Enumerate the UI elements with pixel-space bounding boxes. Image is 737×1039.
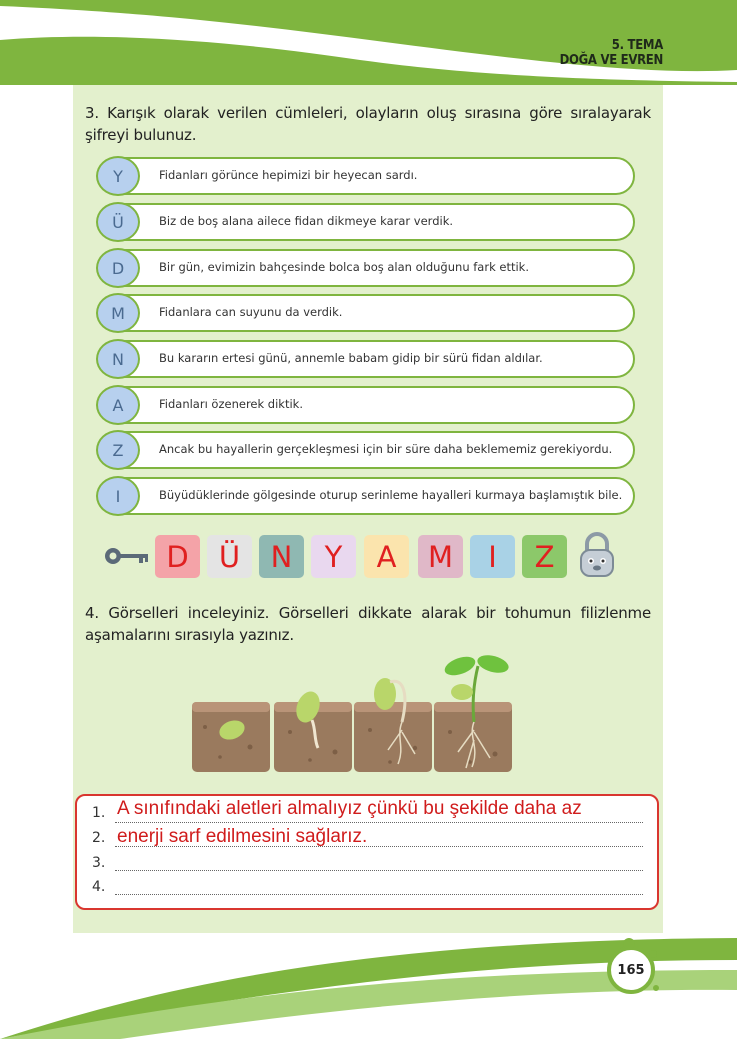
sentence-row (97, 294, 635, 332)
handwritten-answer-line-2: enerji sarf edilmesini sağlarız. (117, 826, 368, 847)
sentence-letter: I (96, 476, 140, 516)
line-number: 4. (92, 879, 106, 895)
theme-name: DOĞA VE EVREN (559, 53, 663, 68)
sentence-text: Fidanları özenerek diktik. (159, 397, 303, 411)
sentence-letter: A (96, 385, 140, 425)
sentence-row (97, 340, 635, 378)
line-number: 1. (92, 805, 106, 821)
sentence-letter: N (96, 339, 140, 379)
page-number: 165 (617, 962, 645, 978)
seed-germination-illustration (190, 652, 515, 774)
theme-number: 5. TEMA (611, 38, 663, 53)
sentence-text: Biz de boş alana ailece fidan dikmeye karar verdik. (159, 214, 454, 228)
answer-line[interactable] (115, 870, 643, 871)
cipher-tile: Z (522, 535, 567, 578)
key-icon (103, 544, 151, 568)
sentence-row (97, 249, 635, 287)
question-4-prompt: 4. Görselleri inceleyiniz. Görselleri dikkate alarak bir tohumun filizlenme aşamalarını sırasıyla yazınız. (85, 604, 651, 644)
theme-heading (560, 38, 663, 68)
cipher-tile: I (470, 535, 515, 578)
sentence-letter: D (96, 248, 140, 288)
sentence-row (97, 477, 635, 515)
question-3-prompt: 3. Karışık olarak verilen cümleleri, olayların oluş sırasına göre sıralayarak şifreyi bulunuz. (85, 104, 651, 144)
answer-line[interactable] (115, 822, 643, 823)
cipher-tile: Y (311, 535, 356, 578)
answer-line[interactable] (115, 894, 643, 895)
handwritten-answer-line-1: A sınıfındaki aletleri almalıyız çünkü bu şekilde daha az (117, 798, 582, 819)
sentence-letter: Ü (96, 202, 140, 242)
sentence-row (97, 157, 635, 195)
sentence-text: Büyüdüklerinde gölgesinde oturup serinleme hayalleri kurmaya başlamıştık bile. (159, 488, 623, 502)
sentence-letter: Z (96, 430, 140, 470)
cipher-tile: M (418, 535, 463, 578)
sentence-text: Fidanlara can suyunu da verdik. (159, 305, 343, 319)
sentence-text: Ancak bu hayallerin gerçekleşmesi için bir süre daha beklememiz gerekiyordu. (159, 442, 613, 456)
sentence-letter: M (96, 293, 140, 333)
line-number: 2. (92, 830, 106, 846)
sentence-text: Bir gün, evimizin bahçesinde bolca boş alan olduğunu fark ettik. (159, 260, 529, 274)
line-number: 3. (92, 855, 106, 871)
sentence-text: Bu kararın ertesi günü, annemle babam gidip bir sürü fidan aldılar. (159, 351, 543, 365)
sentence-row (97, 431, 635, 469)
cipher-tile: N (259, 535, 304, 578)
lock-icon (577, 530, 617, 578)
cipher-tile: D (155, 535, 200, 578)
sentence-row (97, 386, 635, 424)
sentence-text: Fidanları görünce hepimizi bir heyecan sardı. (159, 168, 418, 182)
sentence-letter: Y (96, 156, 140, 196)
cipher-tile: A (364, 535, 409, 578)
sentence-row (97, 203, 635, 241)
cipher-tile: Ü (207, 535, 252, 578)
